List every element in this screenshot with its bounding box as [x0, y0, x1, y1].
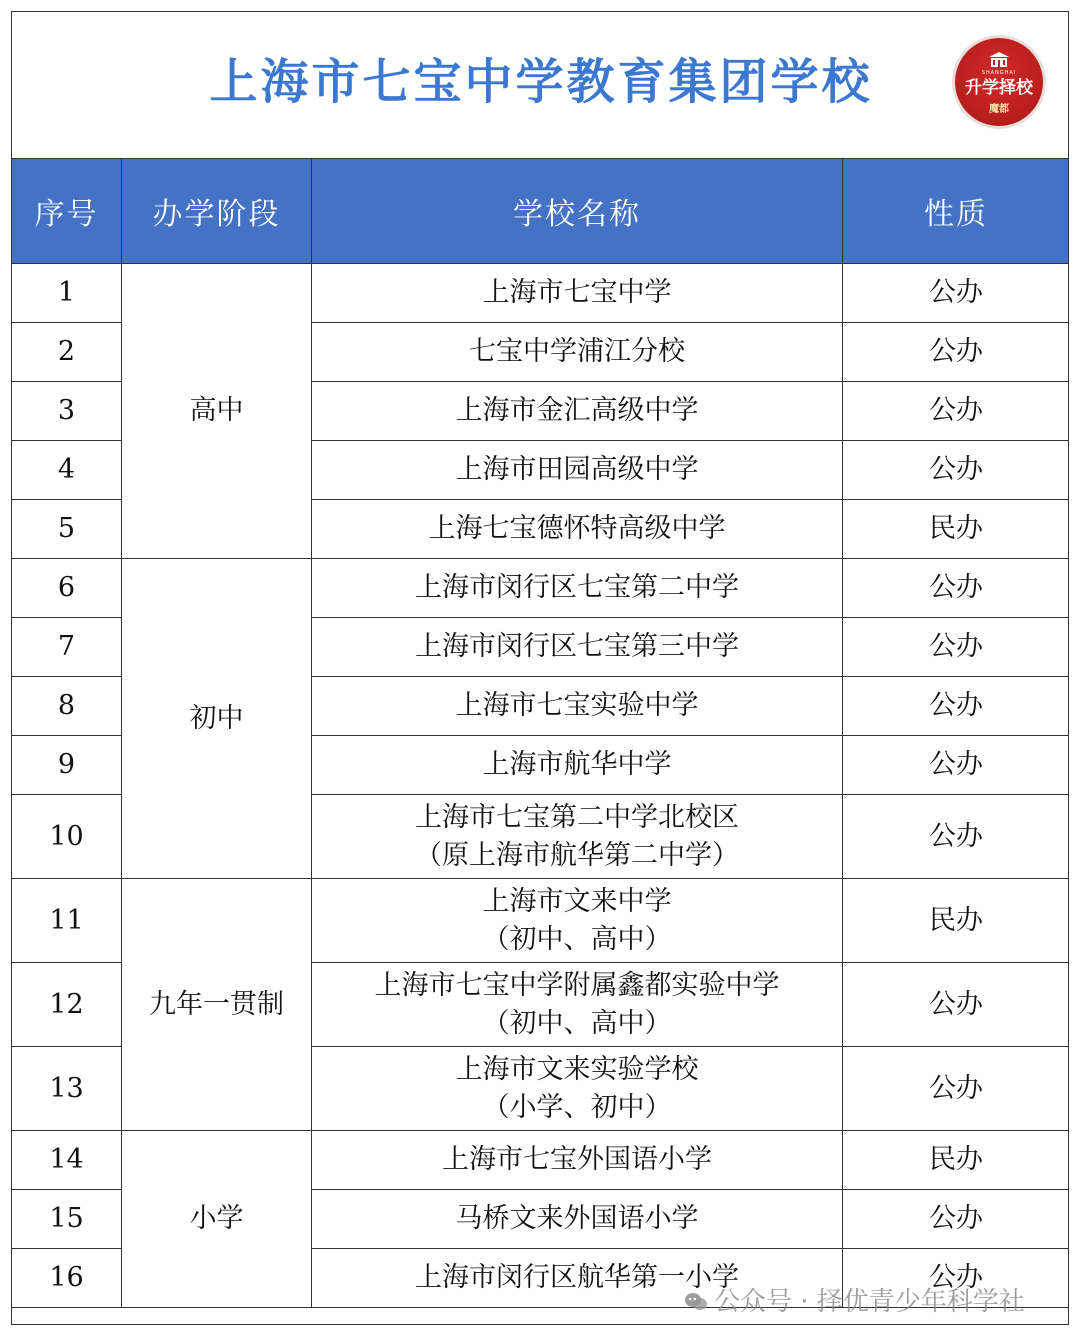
- cell-type: 公办: [843, 677, 1070, 736]
- cell-type: 公办: [843, 382, 1070, 441]
- school-name-line1: 上海市田园高级中学: [455, 454, 699, 485]
- cell-type: 民办: [843, 1131, 1070, 1190]
- cell-no: 8: [12, 677, 122, 736]
- watermark: [684, 1281, 1025, 1318]
- cell-type: 公办: [843, 1249, 1070, 1308]
- cell-no: 6: [12, 559, 122, 618]
- cell-school-name: [312, 736, 843, 795]
- school-name-line1: 上海市航华中学: [482, 749, 672, 780]
- cell-school-name: [312, 963, 843, 1047]
- school-name-line1: 上海市七宝实验中学: [455, 690, 699, 721]
- cell-type: 公办: [843, 1190, 1070, 1249]
- cell-school-name: [312, 618, 843, 677]
- cell-no: 3: [12, 382, 122, 441]
- cell-type: 公办: [843, 618, 1070, 677]
- page-title: 上海市七宝中学教育集团学校: [209, 54, 873, 110]
- cell-school-name: [312, 264, 843, 323]
- school-name-line1: 上海市七宝中学附属鑫都实验中学: [374, 969, 780, 1001]
- cell-school-name: [312, 1047, 843, 1131]
- title-bar: [12, 12, 1069, 158]
- school-name-line1: 上海市文来实验学校: [455, 1053, 699, 1085]
- school-name-line1: 上海市闵行区七宝第三中学: [415, 631, 739, 662]
- column-header-stage: 办学阶段: [122, 159, 312, 264]
- cell-no: 16: [12, 1249, 122, 1308]
- school-name-line1: 马桥文来外国语小学: [455, 1203, 699, 1234]
- school-name-line2: （原上海市航华第二中学）: [415, 839, 739, 871]
- cell-type: 公办: [843, 736, 1070, 795]
- cell-school-name: [312, 382, 843, 441]
- wechat-icon: [684, 1291, 708, 1313]
- cell-no: 5: [12, 500, 122, 559]
- cell-type: 公办: [843, 1047, 1070, 1131]
- logo-small-text: SHANGHAI: [981, 70, 1017, 76]
- cell-type: 民办: [843, 879, 1070, 963]
- cell-no: 11: [12, 879, 122, 963]
- school-name-line1: 上海市文来中学: [482, 885, 672, 917]
- cell-type: 公办: [843, 559, 1070, 618]
- logo-badge: [955, 38, 1043, 126]
- school-name-line1: 上海市闵行区七宝第二中学: [415, 572, 739, 603]
- document-sheet: [11, 11, 1069, 1325]
- cell-no: 4: [12, 441, 122, 500]
- cell-type: 公办: [843, 963, 1070, 1047]
- school-name-line1: 七宝中学浦江分校: [469, 336, 685, 367]
- cell-no: 9: [12, 736, 122, 795]
- cell-no: 13: [12, 1047, 122, 1131]
- cell-stage: 九年一贯制: [122, 879, 312, 1131]
- cell-stage: 高中: [122, 264, 312, 559]
- table-row: [12, 559, 1070, 618]
- cell-school-name: [312, 559, 843, 618]
- school-name-line1: 上海市七宝第二中学北校区: [415, 801, 739, 833]
- logo-sub-text: 魔都: [989, 104, 1009, 115]
- cell-type: 公办: [843, 441, 1070, 500]
- cell-stage: 小学: [122, 1131, 312, 1308]
- cell-no: 12: [12, 963, 122, 1047]
- cell-school-name: [312, 879, 843, 963]
- watermark-text: 公众号 · 择优青少年科学社: [714, 1287, 1025, 1317]
- cell-no: 14: [12, 1131, 122, 1190]
- school-name-line1: 上海七宝德怀特高级中学: [428, 513, 726, 544]
- school-name-line2: （初中、高中）: [482, 1007, 672, 1039]
- school-name-line1: 上海市七宝中学: [482, 277, 672, 308]
- school-table: [11, 158, 1069, 1308]
- school-name-line1: 上海市闵行区航华第一小学: [415, 1262, 739, 1293]
- column-header-type: 性质: [843, 159, 1070, 264]
- table-row: [12, 1131, 1070, 1190]
- table-row: [12, 879, 1070, 963]
- school-name-line1: 上海市七宝外国语小学: [442, 1144, 712, 1175]
- school-name-line1: 上海市金汇高级中学: [455, 395, 699, 426]
- cell-type: 公办: [843, 795, 1070, 879]
- cell-school-name: [312, 441, 843, 500]
- cell-no: 2: [12, 323, 122, 382]
- school-name-line2: （小学、初中）: [482, 1091, 672, 1123]
- cell-type: 公办: [843, 323, 1070, 382]
- cell-school-name: [312, 323, 843, 382]
- cell-school-name: [312, 500, 843, 559]
- school-name-line2: （初中、高中）: [482, 923, 672, 955]
- cell-no: 15: [12, 1190, 122, 1249]
- table-header-row: [12, 159, 1070, 264]
- cell-type: 公办: [843, 264, 1070, 323]
- column-header-no: 序号: [12, 159, 122, 264]
- cell-school-name: [312, 1131, 843, 1190]
- cell-no: 7: [12, 618, 122, 677]
- logo-main-text: 升学择校: [965, 78, 1033, 98]
- cell-school-name: [312, 1190, 843, 1249]
- table-body: [12, 264, 1070, 1308]
- cell-type: 民办: [843, 500, 1070, 559]
- cell-stage: 初中: [122, 559, 312, 879]
- cell-school-name: [312, 677, 843, 736]
- cell-no: 1: [12, 264, 122, 323]
- cell-no: 10: [12, 795, 122, 879]
- cell-school-name: [312, 795, 843, 879]
- table-row: [12, 264, 1070, 323]
- school-building-icon: [989, 52, 1009, 68]
- column-header-name: 学校名称: [312, 159, 843, 264]
